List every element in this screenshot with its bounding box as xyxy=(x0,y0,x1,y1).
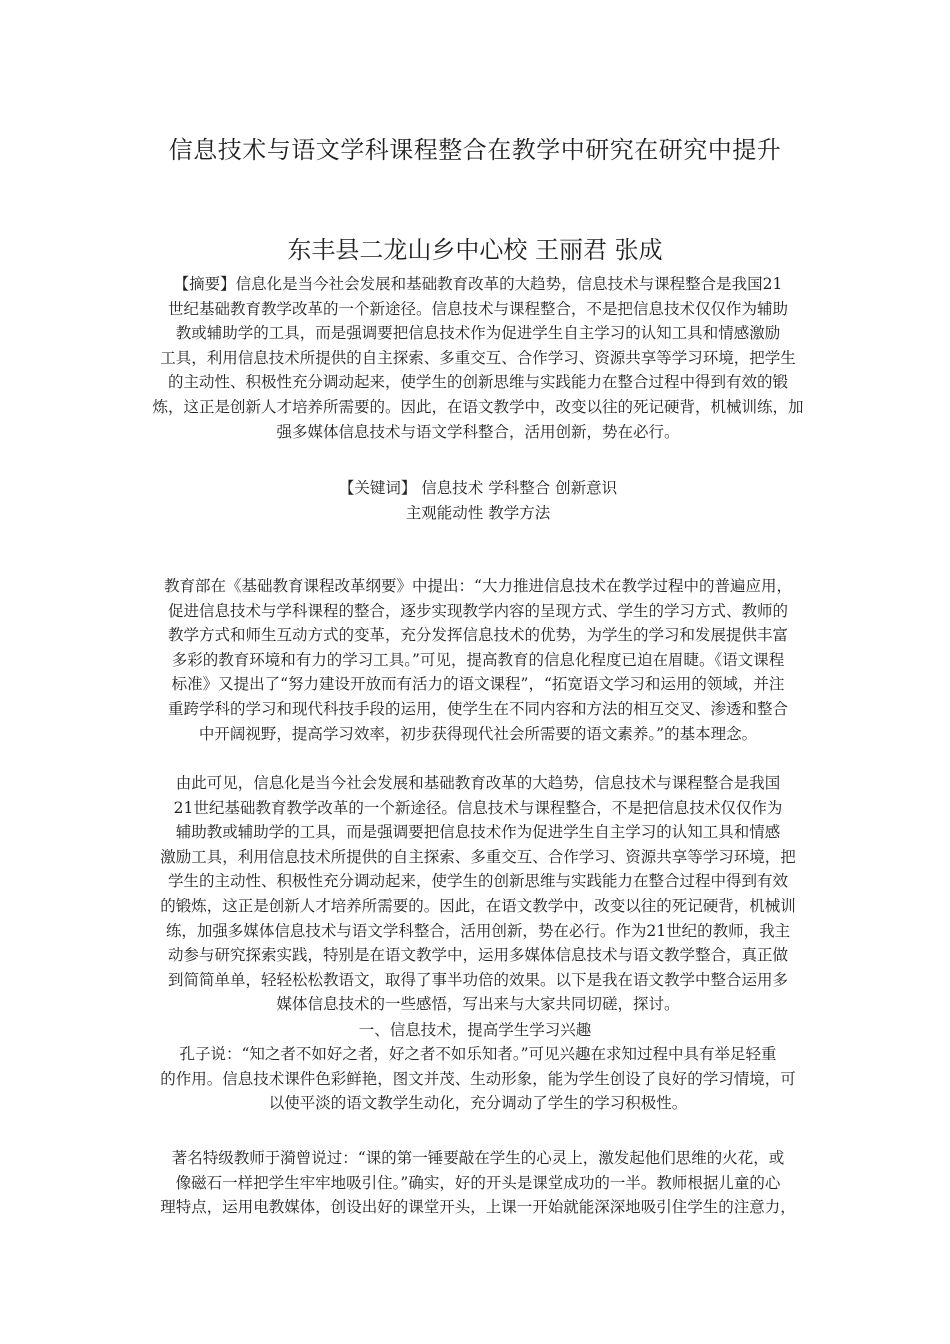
text-line: 【关键词】 信息技术 学科整合 创新意识 xyxy=(338,479,618,497)
text-line: 辅助教或辅助学的工具，而是强调要把信息技术作为促进学生自主学习的认知工具和情感 xyxy=(175,823,781,842)
text-line: 激励工具，利用信息技术所提供的自主探索、多重交互、合作学习、资源共享等学习环境，把 xyxy=(160,847,796,866)
text-line: 教育部在《基础教育课程改革纲要》中提出：“大力推进信息技术在教学过程中的普遍应用， xyxy=(164,577,792,595)
author-line: 东丰县二龙山乡中心校 王丽君 张成 xyxy=(287,236,663,264)
text-line: 动参与研究探索实践，特别是在语文教学中，运用多媒体信息技术与语文教学整合，真正做 xyxy=(167,946,788,965)
text-line: 由此可见，信息化是当今社会发展和基础教育改革的大趋势，信息技术与课程整合是我国 xyxy=(175,774,781,792)
keywords-paragraph xyxy=(142,476,814,525)
text-line: 的主动性、积极性充分调动起来，使学生的创新思维与实践能力在整合过程中得到有效的锻 xyxy=(167,373,788,392)
text-line: 到简简单单，轻轻松松教语文，取得了事半功倍的效果。以下是我在语文教学中整合运用多 xyxy=(167,970,788,989)
text-line: 21世纪基础教育教学改革的一个新途径。信息技术与课程整合，不是把信息技术仅仅作为 xyxy=(173,798,783,817)
body-paragraph xyxy=(142,574,814,746)
text-line: 多彩的教育环境和有力的学习工具。”可见，提高教育的信息化程度已迫在眉睫。《语文课程 xyxy=(171,650,785,669)
abstract-paragraph xyxy=(142,272,814,444)
text-line: 【摘要】信息化是当今社会发展和基础教育改革的大趋势，信息技术与课程整合是我国21 xyxy=(173,275,783,293)
text-line: 像磁石一样把学生牢牢地吸引住。”确实，好的开头是课堂成功的一半。教师根据儿童的心 xyxy=(175,1173,781,1192)
text-line: 孔子说：“知之者不如好之者，好之者不如乐知者。”可见兴趣在求知过程中具有举足轻重 xyxy=(179,1045,777,1063)
text-line: 炼，这正是创新人才培养所需要的。因此，在语文教学中，改变以往的死记硬背，机械训练，加 xyxy=(152,397,804,416)
text-line: 媒体信息技术的一些感悟，写出来与大家共同切磋，探讨。 xyxy=(276,995,680,1014)
text-line: 练，加强多媒体信息技术与语文学科整合，活用创新，势在必行。作为21世纪的教师，我主 xyxy=(165,921,791,940)
text-line: 教或辅助学的工具，而是强调要把信息技术作为促进学生自主学习的认知工具和情感激励 xyxy=(175,324,781,343)
section-heading: 一、信息技术，提高学生学习兴趣 xyxy=(358,1021,592,1039)
text-line: 工具，利用信息技术所提供的自主探索、多重交互、合作学习、资源共享等学习环境，把学生 xyxy=(160,348,796,367)
text-line: 促进信息技术与学科课程的整合，逐步实现教学内容的呈现方式、学生的学习方式、教师的 xyxy=(167,601,788,620)
text-line: 主观能动性 教学方法 xyxy=(405,503,551,522)
text-line: 以使平淡的语文教学生动化，充分调动了学生的学习积极性。 xyxy=(268,1094,688,1113)
text-line: 理特点，运用电教媒体，创设出好的课堂开头，上课一开始就能深深地吸引住学生的注意力， xyxy=(160,1198,796,1217)
text-line: 强多媒体信息技术与语文学科整合，活用创新，势在必行。 xyxy=(276,422,680,441)
text-line: 教学方式和师生互动方式的变革，充分发挥信息技术的优势，为学生的学习和发展提供丰富 xyxy=(167,626,788,645)
text-line: 标准》又提出了“努力建设开放而有活力的语文课程”，“拓宽语文学习和运用的领域，并注 xyxy=(171,675,785,694)
body-paragraph xyxy=(142,1146,814,1220)
text-line: 中开阔视野，提高学习效率，初步获得现代社会所需要的语文素养。”的基本理念。 xyxy=(198,724,758,743)
text-line: 重跨学科的学习和现代科技手段的运用，使学生在不同内容和方法的相互交叉、渗透和整合 xyxy=(167,699,788,718)
text-line: 学生的主动性、积极性充分调动起来，使学生的创新思维与实践能力在整合过程中得到有效 xyxy=(167,872,788,891)
text-line: 世纪基础教育教学改革的一个新途径。信息技术与课程整合，不是把信息技术仅仅作为辅助 xyxy=(167,299,788,318)
text-line: 著名特级教师于漪曾说过：“课的第一锤要敲在学生的心灵上，激发起他们思维的火花，或 xyxy=(171,1149,785,1167)
document-title: 信息技术与语文学科课程整合在教学中研究在研究中提升 xyxy=(168,136,782,164)
body-paragraph xyxy=(142,1042,814,1116)
text-line: 的锻炼，这正是创新人才培养所需要的。因此，在语文教学中，改变以往的死记硬背，机械训 xyxy=(160,896,796,915)
text-line: 的作用。信息技术课件色彩鲜艳，图文并茂、生动形象，能为学生创设了良好的学习情境，可 xyxy=(160,1069,796,1088)
body-paragraph xyxy=(142,771,814,1017)
